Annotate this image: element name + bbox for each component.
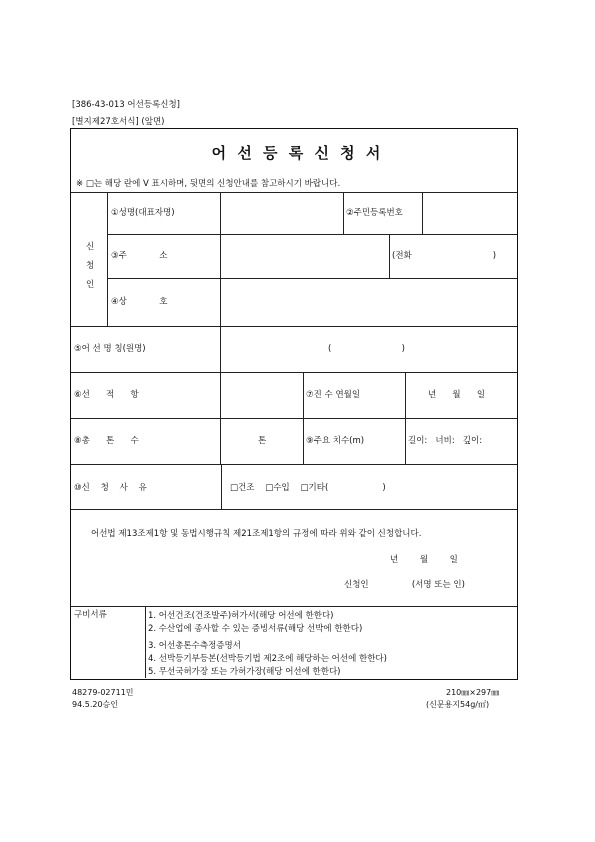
documents-label: 구비서류	[74, 610, 107, 620]
footer-form-number: 48279-02711민	[72, 688, 134, 697]
address-label: ③주 소	[111, 251, 168, 261]
document-item: 3. 어선총톤수측정증명서	[148, 641, 241, 651]
reason-options[interactable]: □건조 □수입 □기타( )	[230, 483, 386, 493]
name-field[interactable]	[221, 193, 342, 233]
dimensions-field[interactable]: 길이: 너비: 깊이:	[408, 436, 483, 446]
signature-line[interactable]: 신청인 (서명 또는 인)	[344, 580, 465, 590]
footer-approval-date: 94.5.20승인	[72, 700, 118, 709]
launch-date-label: ⑦진 수 연월일	[306, 390, 361, 400]
port-of-registry-field[interactable]	[221, 373, 302, 417]
document-item: 2. 수산업에 종사할 수 있는 증빙서류(해당 선박에 한한다)	[148, 624, 363, 634]
phone-label[interactable]: (전화 )	[392, 251, 497, 261]
declaration-statement: 어선법 제13조제1항 및 동법시행규칙 제21조제1항의 규정에 따라 위와 같이 신청합니다.	[91, 529, 422, 539]
resident-number-label: ②주민등록번호	[346, 208, 403, 218]
gross-tonnage-label: ⑧총 톤 수	[74, 436, 139, 446]
footer-paper-size: 210㎜×297㎜	[446, 688, 500, 697]
dimensions-label: ⑨주요 치수(m)	[306, 436, 365, 446]
port-of-registry-label: ⑥선 적 항	[74, 390, 139, 400]
declaration-date[interactable]: 년 월 일	[390, 555, 458, 565]
document-item: 1. 어선건조(건조발주)허가서(해당 어선에 한한다)	[148, 611, 334, 621]
trade-name-label: ④상 호	[111, 297, 168, 307]
launch-date-field[interactable]: 년 월 일	[428, 390, 486, 400]
notice-text: ※ □는 해당 란에 V 표시하며, 뒷면의 신청안내를 참고하시기 바랍니다.	[76, 179, 341, 189]
document-item: 5. 무선국허가장 또는 가허가장(해당 어선에 한한다)	[148, 667, 341, 677]
name-label: ①성명(대표자명)	[111, 208, 175, 218]
form-title: 어 선 등 록 신 청 서	[211, 144, 384, 162]
vessel-name-label: ⑤어 선 명 칭(원명)	[74, 344, 146, 354]
document-item: 4. 선박등기부등본(선박등기법 제2조에 해당하는 어선에 한한다)	[148, 654, 387, 664]
applicant-side-label: 신 청 인	[86, 242, 95, 290]
form-code: [386-43-013 어선등록신청]	[72, 100, 180, 110]
reason-label: ⑩신 청 사 유	[74, 483, 147, 493]
vessel-name-field[interactable]: ( )	[328, 344, 405, 354]
footer-paper-type: (신문용지54g/㎡)	[426, 700, 490, 709]
address-field[interactable]	[221, 235, 388, 277]
trade-name-field[interactable]	[221, 279, 516, 325]
resident-number-field[interactable]	[423, 193, 516, 233]
tonnage-unit: 톤	[258, 436, 267, 446]
form-tag: [별지제27호서식] (앞면)	[72, 117, 165, 127]
